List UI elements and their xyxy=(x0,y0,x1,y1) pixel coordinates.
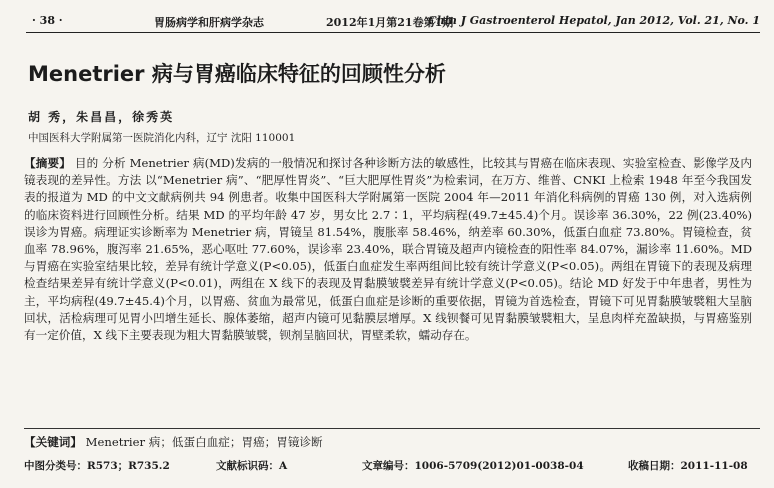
keywords-label: 【关键词】 xyxy=(24,435,82,449)
received-date: 收稿日期：2011-11-08 xyxy=(628,460,748,472)
abstract-label: 【摘要】 xyxy=(24,156,72,170)
abstract-text: 目的 分析 Menetrier 病(MD)发病的一般情况和探讨各种诊断方法的敏感性，比较其与胃癌在临床表现、实验室检查、影像学及内镜表现的差异性。方法 以“Menetrier 病”、“肥厚性胃炎”、“巨大肥厚性胃炎”为检索词，在万方、维普、CNKI 上检索 1948 年至今我国发表的报道为 MD 的中文文献病例共 94 例患者。收集中国医科大学附属第一医院 2004 年—2011 年消化科病例的胃癌 130 例，对入选病例的临床资料进行回顾性分析。结果 MD 的平均年龄 47 岁，男女比 2.7∶1，平均病程(49.7±45.4)个月。误诊率 36.30%，22 例(23.40%)误诊为胃癌。病理证实诊断率为 Menetrier 病，胃镜呈 81.54%，腹胀率 58.46%，纳差率 60.30%，低蛋白血症 73.80%。胃镜检查，贫血率 78.96%，腹泻率 21.65%，恶心呕吐 77.60%，误诊率 23.40%，联合胃镜及超声内镜检查的阳性率 84.07%，漏诊率 11.60%。MD 与胃癌在实验室结果比较，差异有统计学意义(P<0.05)，低蛋白血症发生率两组间比较有统计学意义(P<0.05)。两组在胃镜下的表现及病理检查结果差异有统计学意义(P<0.01)，两组在 X 线下的表现及胃黏膜皱襞差异有统计学意义(P<0.05)。结论 MD 好发于中年患者，男性为主，平均病程(49.7±45.4)个月，以胃癌、贫血为最常见，低蛋白血症是诊断的重要依据，胃镜为首选检查，胃镜下可见胃黏膜皱襞粗大呈脑回状，活检病理可见胃小凹增生延长、腺体萎缩，超声内镜可见黏膜层增厚。X 线钡餐可见胃黏膜皱襞粗大，呈息肉样充盈缺损，与胃癌鉴别有一定价值，X 线下主要表现为粗大胃黏膜皱襞，钡剂呈脑回状，胃壁柔软，蠕动存在。 xyxy=(24,156,752,343)
abstract-separator xyxy=(24,428,760,429)
page-number: · 38 · xyxy=(32,14,63,27)
header-rule xyxy=(26,32,760,33)
article-authors: 胡 秀，朱昌昌，徐秀英 xyxy=(28,110,175,124)
keywords-text: Menetrier 病；低蛋白血症；胃癌；胃镜诊断 xyxy=(85,435,323,449)
journal-citation-en: Chin J Gastroenterol Hepatol, Jan 2012, Vol. 21, No. 1 xyxy=(427,14,760,27)
document-code: 文献标识码：A xyxy=(216,460,288,472)
article-number: 文章编号：1006-5709(2012)01-0038-04 xyxy=(362,460,584,472)
journal-issue-cn: 2012年1月第21卷第1期 xyxy=(326,16,454,29)
clc-number: 中图分类号：R573；R735.2 xyxy=(24,460,170,472)
journal-name-cn: 胃肠病学和肝病学杂志 xyxy=(154,16,264,29)
keywords xyxy=(24,434,752,450)
article-identifiers xyxy=(24,458,752,476)
article-title: Menetrier 病与胃癌临床特征的回顾性分析 xyxy=(28,62,446,86)
abstract xyxy=(24,155,752,344)
journal-header xyxy=(26,10,760,32)
author-affiliation: 中国医科大学附属第一医院消化内科，辽宁 沈阳 110001 xyxy=(28,132,296,144)
